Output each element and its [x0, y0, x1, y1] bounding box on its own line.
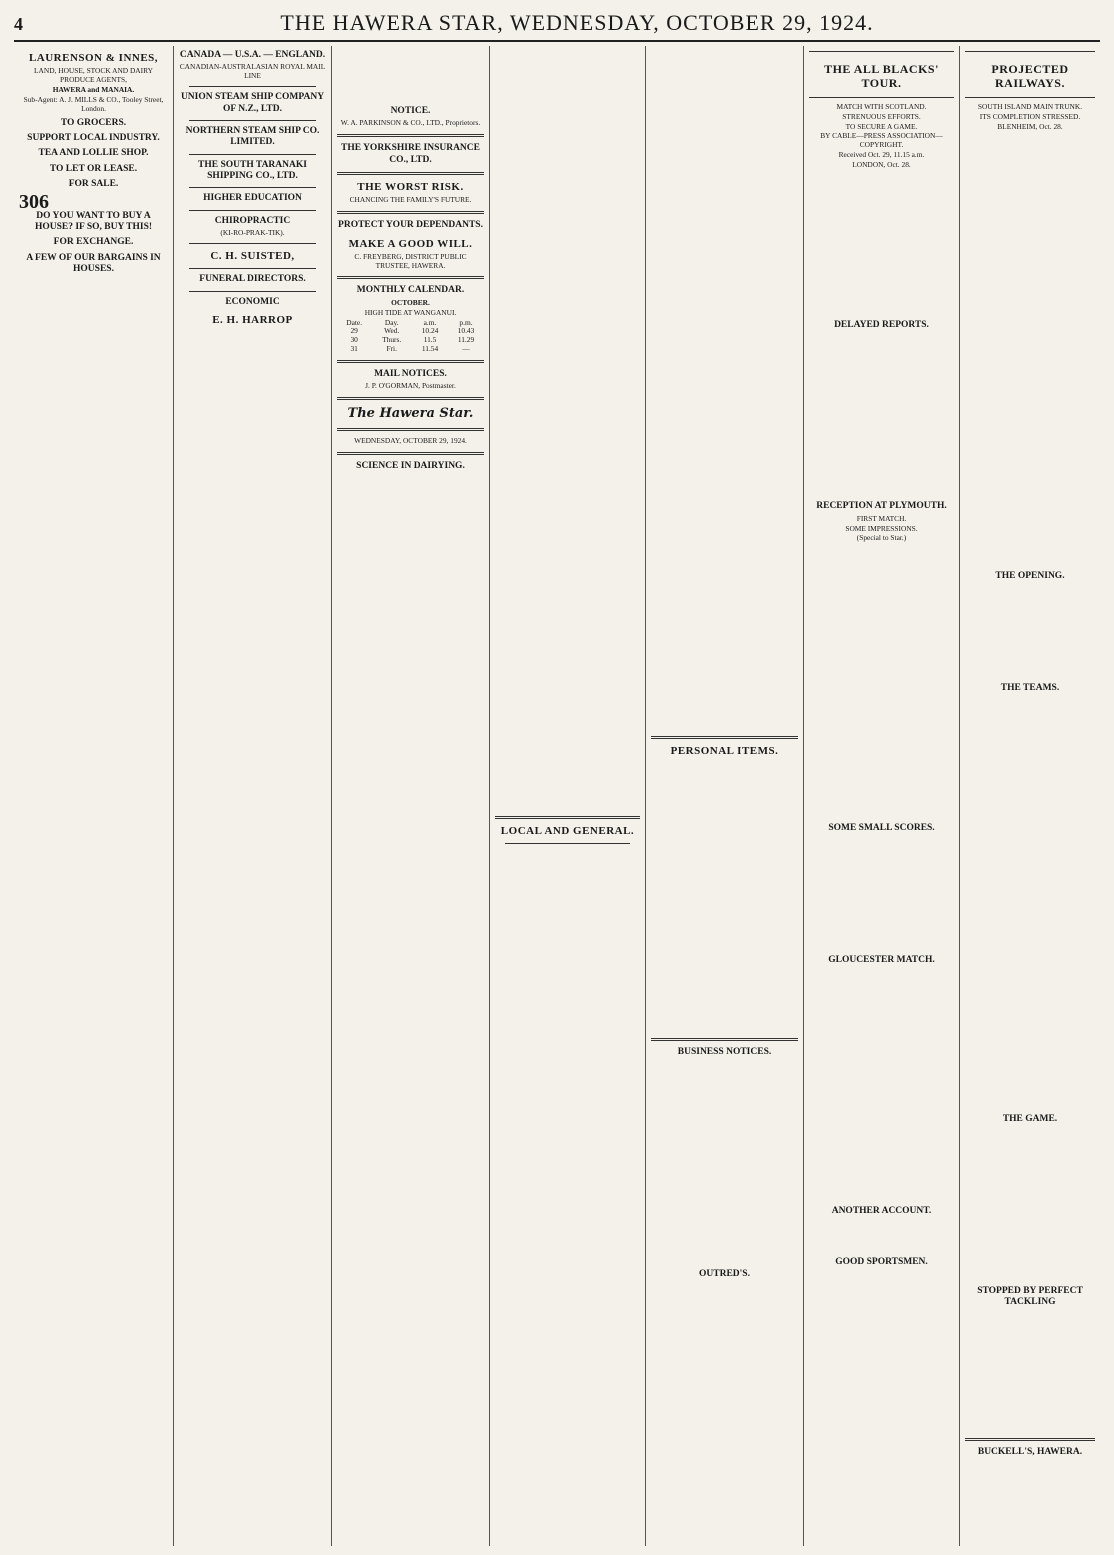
- outreds-heading: OUTRED'S.: [699, 1268, 750, 1279]
- table-cell: 11.54: [421, 344, 439, 354]
- worst-risk-heading: THE WORST RISK.: [357, 181, 464, 194]
- table-cell: 31: [350, 344, 358, 354]
- proprietors: W. A. PARKINSON & CO., LTD., Proprietors.: [340, 118, 481, 128]
- divider: [337, 276, 484, 279]
- table-cell: 30: [350, 335, 358, 345]
- divider: [189, 154, 316, 155]
- divider: [337, 134, 484, 137]
- impressions-sub: SOME IMPRESSIONS.: [845, 523, 918, 533]
- notice-heading: NOTICE.: [390, 106, 431, 116]
- divider: [505, 843, 630, 844]
- economic-heading: ECONOMIC: [225, 296, 280, 307]
- mail-line: CANADIAN-AUSTRALASIAN ROYAL MAIL LINE: [179, 62, 326, 81]
- another-account-heading: ANOTHER ACCOUNT.: [831, 1206, 932, 1217]
- table-row: [337, 345, 484, 354]
- trunk-sub: SOUTH ISLAND MAIN TRUNK.: [977, 101, 1083, 111]
- tour-heading-box: [809, 51, 954, 98]
- london-dateline: LONDON, Oct. 28.: [852, 160, 911, 170]
- divider: [189, 291, 316, 292]
- divider: [651, 736, 798, 739]
- railways-heading-box: [965, 51, 1095, 98]
- table-cell: 29: [350, 326, 358, 336]
- divider: [965, 1438, 1095, 1441]
- yorkshire-heading: THE YORKSHIRE INSURANCE CO., LTD.: [340, 143, 480, 165]
- opening-heading: THE OPENING.: [995, 571, 1065, 582]
- table-header: Date.: [346, 317, 363, 327]
- table-cell: 11.29: [457, 335, 475, 345]
- divider: [189, 187, 316, 188]
- special-sub: (Special to Star.): [856, 533, 907, 543]
- firm-places: HAWERA and MANAIA.: [52, 84, 135, 94]
- divider: [337, 428, 484, 431]
- protect-heading: PROTECT YOUR DEPENDANTS.: [338, 220, 483, 231]
- table-cell: 10.24: [421, 326, 439, 336]
- for-sale-heading: FOR SALE.: [68, 179, 119, 190]
- delayed-heading: DELAYED REPORTS.: [834, 319, 929, 330]
- column-1: [14, 46, 174, 1546]
- divider: [337, 172, 484, 175]
- acres-number: 306: [19, 190, 49, 213]
- game-heading: THE GAME.: [1002, 1114, 1058, 1125]
- northern-heading: NORTHERN STEAM SHIP CO. LIMITED.: [185, 125, 320, 148]
- support-heading: SUPPORT LOCAL INDUSTRY.: [27, 132, 160, 143]
- postmaster: J. P. O'GORMAN, Postmaster.: [365, 381, 456, 391]
- union-heading: UNION STEAM SHIP COMPANY OF N.Z., LTD.: [180, 92, 325, 114]
- table-header: p.m.: [459, 317, 473, 327]
- divider: [189, 86, 316, 87]
- mail-notices-heading: MAIL NOTICES.: [374, 369, 447, 380]
- scotland-sub: MATCH WITH SCOTLAND.: [836, 101, 927, 111]
- divider: [189, 120, 316, 121]
- divider: [189, 210, 316, 211]
- firm-subtitle: LAND, HOUSE, STOCK AND DAIRY PRODUCE AGENTS,: [34, 66, 153, 85]
- secure-sub: TO SECURE A GAME.: [845, 121, 918, 131]
- divider: [189, 243, 316, 244]
- table-cell: Wed.: [384, 326, 400, 336]
- want-house-heading: DO YOU WANT TO BUY A HOUSE? IF SO, BUY THIS!: [34, 210, 153, 232]
- column-2: [174, 46, 332, 1546]
- issue-date: WEDNESDAY, OCTOBER 29, 1924.: [354, 435, 467, 445]
- table-cell: 11.5: [423, 335, 437, 345]
- october-heading: OCTOBER.: [391, 297, 430, 307]
- column-3: [332, 46, 490, 1546]
- page-number: 4: [14, 14, 23, 34]
- received-time: Received Oct. 29, 11.15 a.m.: [838, 150, 925, 160]
- trustee: C. FREYBERG, DISTRICT PUBLIC TRUSTEE, HAWERA.: [354, 251, 467, 270]
- divider: [337, 211, 484, 214]
- masthead: [14, 10, 1100, 42]
- strenuous-sub: STRENUOUS EFFORTS.: [842, 111, 921, 121]
- teams-heading: THE TEAMS.: [1000, 682, 1060, 693]
- chiropractic-heading: CHIROPRACTIC: [214, 215, 291, 226]
- newspaper-title: THE HAWERA STAR, WEDNESDAY, OCTOBER 29, 1924.: [280, 10, 874, 35]
- stopped-heading: STOPPED BY PERFECT TACKLING: [977, 1285, 1083, 1307]
- column-4: [490, 46, 646, 1546]
- firm-name: LAURENSON & INNES,: [28, 52, 159, 64]
- table-header: Day.: [384, 317, 399, 327]
- south-taranaki-heading: THE SOUTH TARANAKI SHIPPING CO., LTD.: [198, 159, 307, 182]
- table-cell: Thurs.: [382, 335, 402, 345]
- star-title: The Hawera Star.: [347, 406, 474, 422]
- completion-sub: ITS COMPLETION STRESSED.: [979, 111, 1081, 121]
- railways-heading: PROJECTED RAILWAYS.: [991, 62, 1069, 91]
- table-cell: 10.43: [457, 326, 475, 336]
- harrop-heading: E. H. HARROP: [212, 314, 293, 327]
- column-5: [646, 46, 804, 1546]
- calendar-heading: MONTHLY CALENDAR.: [356, 285, 465, 296]
- tide-heading: HIGH TIDE AT WANGANUI.: [364, 307, 457, 317]
- personal-items-heading: PERSONAL ITEMS.: [670, 745, 779, 757]
- buckells-heading: BUCKELL'S, HAWERA.: [977, 1447, 1083, 1458]
- tea-shop-heading: TEA AND LOLLIE SHOP.: [38, 148, 149, 159]
- column-7: [960, 46, 1100, 1546]
- to-let-heading: TO LET OR LEASE.: [49, 163, 138, 174]
- gloucester-heading: GLOUCESTER MATCH.: [828, 954, 935, 965]
- funeral-heading: FUNERAL DIRECTORS.: [199, 274, 306, 285]
- bargains-heading: A FEW OF OUR BARGAINS IN HOUSES.: [26, 252, 161, 275]
- cable-credit: BY CABLE—PRESS ASSOCIATION—COPYRIGHT.: [820, 131, 943, 150]
- suisted-heading: C. H. SUISTED,: [210, 250, 295, 263]
- exchange-heading: FOR EXCHANGE.: [53, 237, 134, 248]
- divider: [189, 268, 316, 269]
- reception-heading: RECEPTION AT PLYMOUTH.: [816, 501, 947, 512]
- good-sportsmen-heading: GOOD SPORTSMEN.: [835, 1257, 928, 1268]
- tide-table: [337, 319, 484, 355]
- science-heading: SCIENCE IN DAIRYING.: [356, 460, 465, 471]
- business-notices-heading: BUSINESS NOTICES.: [677, 1047, 772, 1058]
- divider: [651, 1038, 798, 1041]
- columns: [14, 46, 1100, 1546]
- column-6: [804, 46, 960, 1546]
- all-blacks-tour-heading: THE ALL BLACKS' TOUR.: [824, 62, 939, 91]
- table-header: a.m.: [423, 317, 437, 327]
- blenheim-dateline: BLENHEIM, Oct. 28.: [997, 121, 1063, 131]
- chiropractic-sub: (KI-RO-PRAK-TIK).: [220, 228, 285, 238]
- first-match-sub: FIRST MATCH.: [856, 513, 907, 523]
- small-scores-heading: SOME SMALL SCORES.: [828, 823, 935, 834]
- divider: [337, 397, 484, 400]
- local-general-heading: LOCAL AND GENERAL.: [500, 825, 635, 837]
- table-cell: Fri.: [386, 344, 397, 354]
- worst-risk-sub: CHANCING THE FAMILY'S FUTURE.: [349, 195, 472, 205]
- divider: [337, 452, 484, 455]
- table-cell: —: [462, 344, 470, 354]
- grocers-heading: TO GROCERS.: [60, 117, 127, 128]
- make-will-heading: MAKE A GOOD WILL.: [348, 237, 473, 250]
- divider: [337, 360, 484, 363]
- divider: [495, 816, 640, 819]
- higher-education-heading: HIGHER EDUCATION: [203, 193, 302, 204]
- canada-heading: CANADA — U.S.A. — ENGLAND.: [179, 50, 326, 60]
- firm-agents: Sub-Agent: A. J. MILLS & CO., Tooley Street, London.: [23, 94, 164, 113]
